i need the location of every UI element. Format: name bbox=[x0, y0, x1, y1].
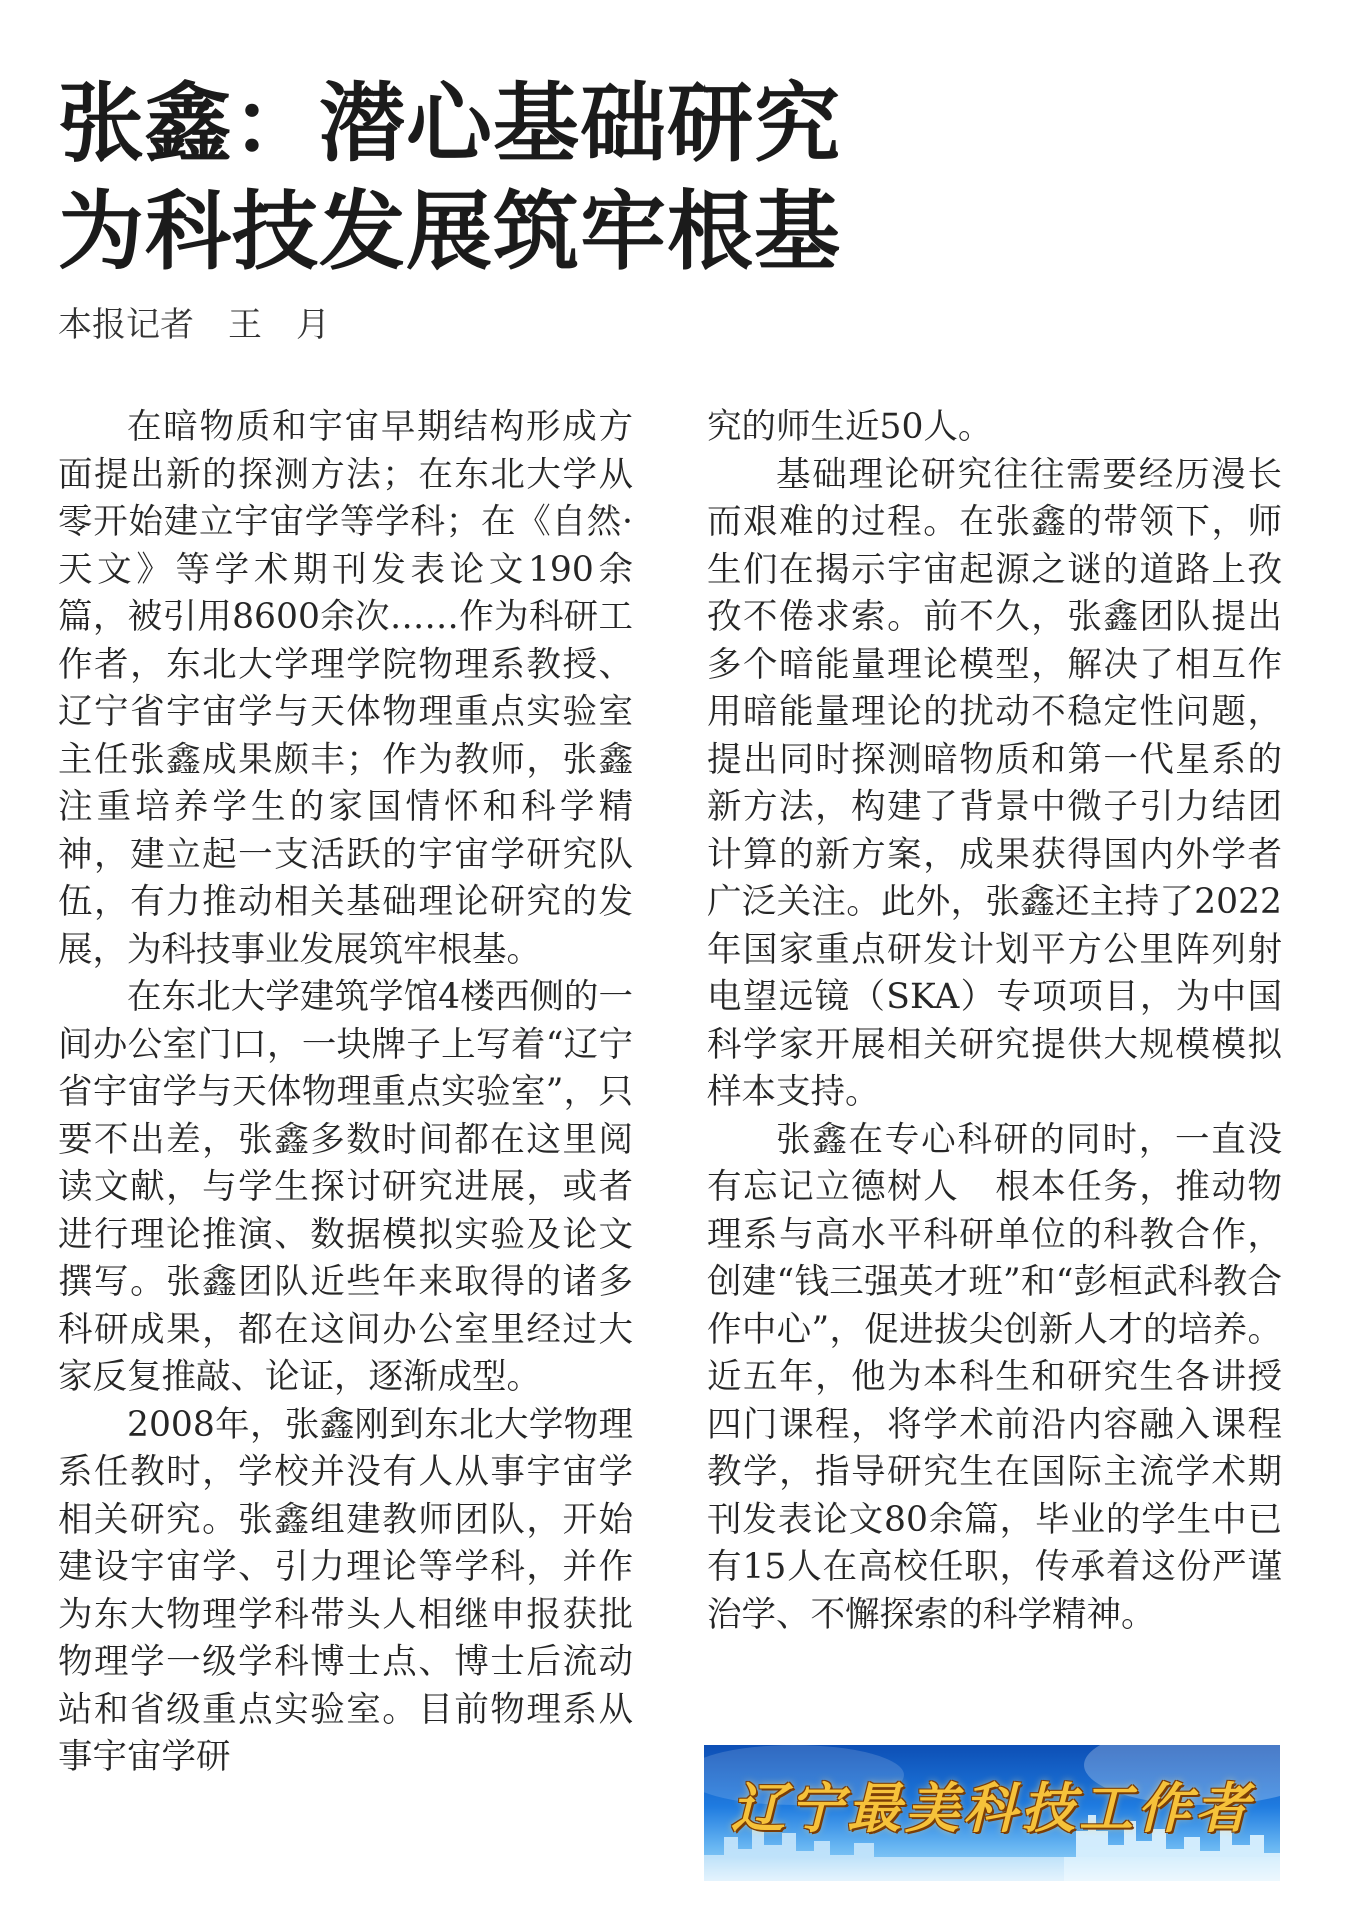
article-column-left bbox=[58, 404, 633, 1782]
byline bbox=[58, 303, 364, 347]
article-column-right bbox=[707, 404, 1282, 1639]
column-banner bbox=[704, 1745, 1280, 1881]
byline-author: 王月 bbox=[228, 305, 364, 345]
paragraph: 基础理论研究往往需要经历漫长而艰难的过程。在张鑫的带领下，师生们在揭示宇宙起源之谜的道路上孜孜不倦求索。前不久，张鑫团队提出多个暗能量理论模型，解决了相互作用暗能量理论的扰动不稳定性问题，提出同时探测暗物质和第一代星系的新方法，构建了背景中微子引力结团计算的新方案，成果获得国内外学者广泛关注。此外，张鑫还主持了2022年国家重点研发计划平方公里阵列射电望远镜（SKA）专项项目，为中国科学家开展相关研究提供大规模模拟样本支持。 bbox=[707, 454, 1282, 1112]
headline-line-2: 为科技发展筑牢根基 bbox=[58, 182, 841, 282]
paragraph: 在东北大学建筑学馆4楼西侧的一间办公室门口，一块牌子上写着“辽宁省宇宙学与天体物理重点实验室”，只要不出差，张鑫多数时间都在这里阅读文献，与学生探讨研究进展，或者进行理论推演、数据模拟实验及论文撰写。张鑫团队近些年来取得的诸多科研成果，都在这间办公室里经过大家反复推敲、论证，逐渐成型。 bbox=[58, 977, 633, 1397]
paragraph-continued: 究的师生近50人。 bbox=[707, 407, 993, 447]
paragraph: 2008年，张鑫刚到东北大学物理系任教时，学校并没有人从事宇宙学相关研究。张鑫组建教师团队，开始建设宇宙学、引力理论等学科，并作为东大物理学科带头人相继申报获批物理学一级学科博士点、博士后流动站和省级重点实验室。目前物理系从事宇宙学研 bbox=[58, 1404, 633, 1777]
paragraph: 在暗物质和宇宙早期结构形成方面提出新的探测方法；在东北大学从零开始建立宇宙学等学科；在《自然·天文》等学术期刊发表论文190余篇，被引用8600余次……作为科研工作者，东北大学理学院物理系教授、辽宁省宇宙学与天体物理重点实验室主任张鑫成果颇丰；作为教师，张鑫注重培养学生的家国情怀和科学精神，建立起一支活跃的宇宙学研究队伍，有力推动相关基础理论研究的发展，为科技事业发展筑牢根基。 bbox=[58, 407, 633, 970]
byline-label: 本报记者 bbox=[58, 305, 194, 345]
paragraph: 张鑫在专心科研的同时，一直没有忘记立德树人 根本任务，推动物理系与高水平科研单位的科教合作，创建“钱三强英才班”和“彭桓武科教合作中心”，促进拔尖创新人才的培养。近五年，他为本科生和研究生各讲授四门课程，将学术前沿内容融入课程教学，指导研究生在国际主流学术期刊发表论文80余篇，毕业的学生中已有15人在高校任职，传承着这份严谨治学、不懈探索的科学精神。 bbox=[707, 1119, 1282, 1635]
headline-line-1: 张鑫：潜心基础研究 bbox=[58, 74, 841, 174]
banner-title: 辽宁最美科技工作者 bbox=[731, 1776, 1253, 1840]
article-headline bbox=[58, 70, 841, 286]
